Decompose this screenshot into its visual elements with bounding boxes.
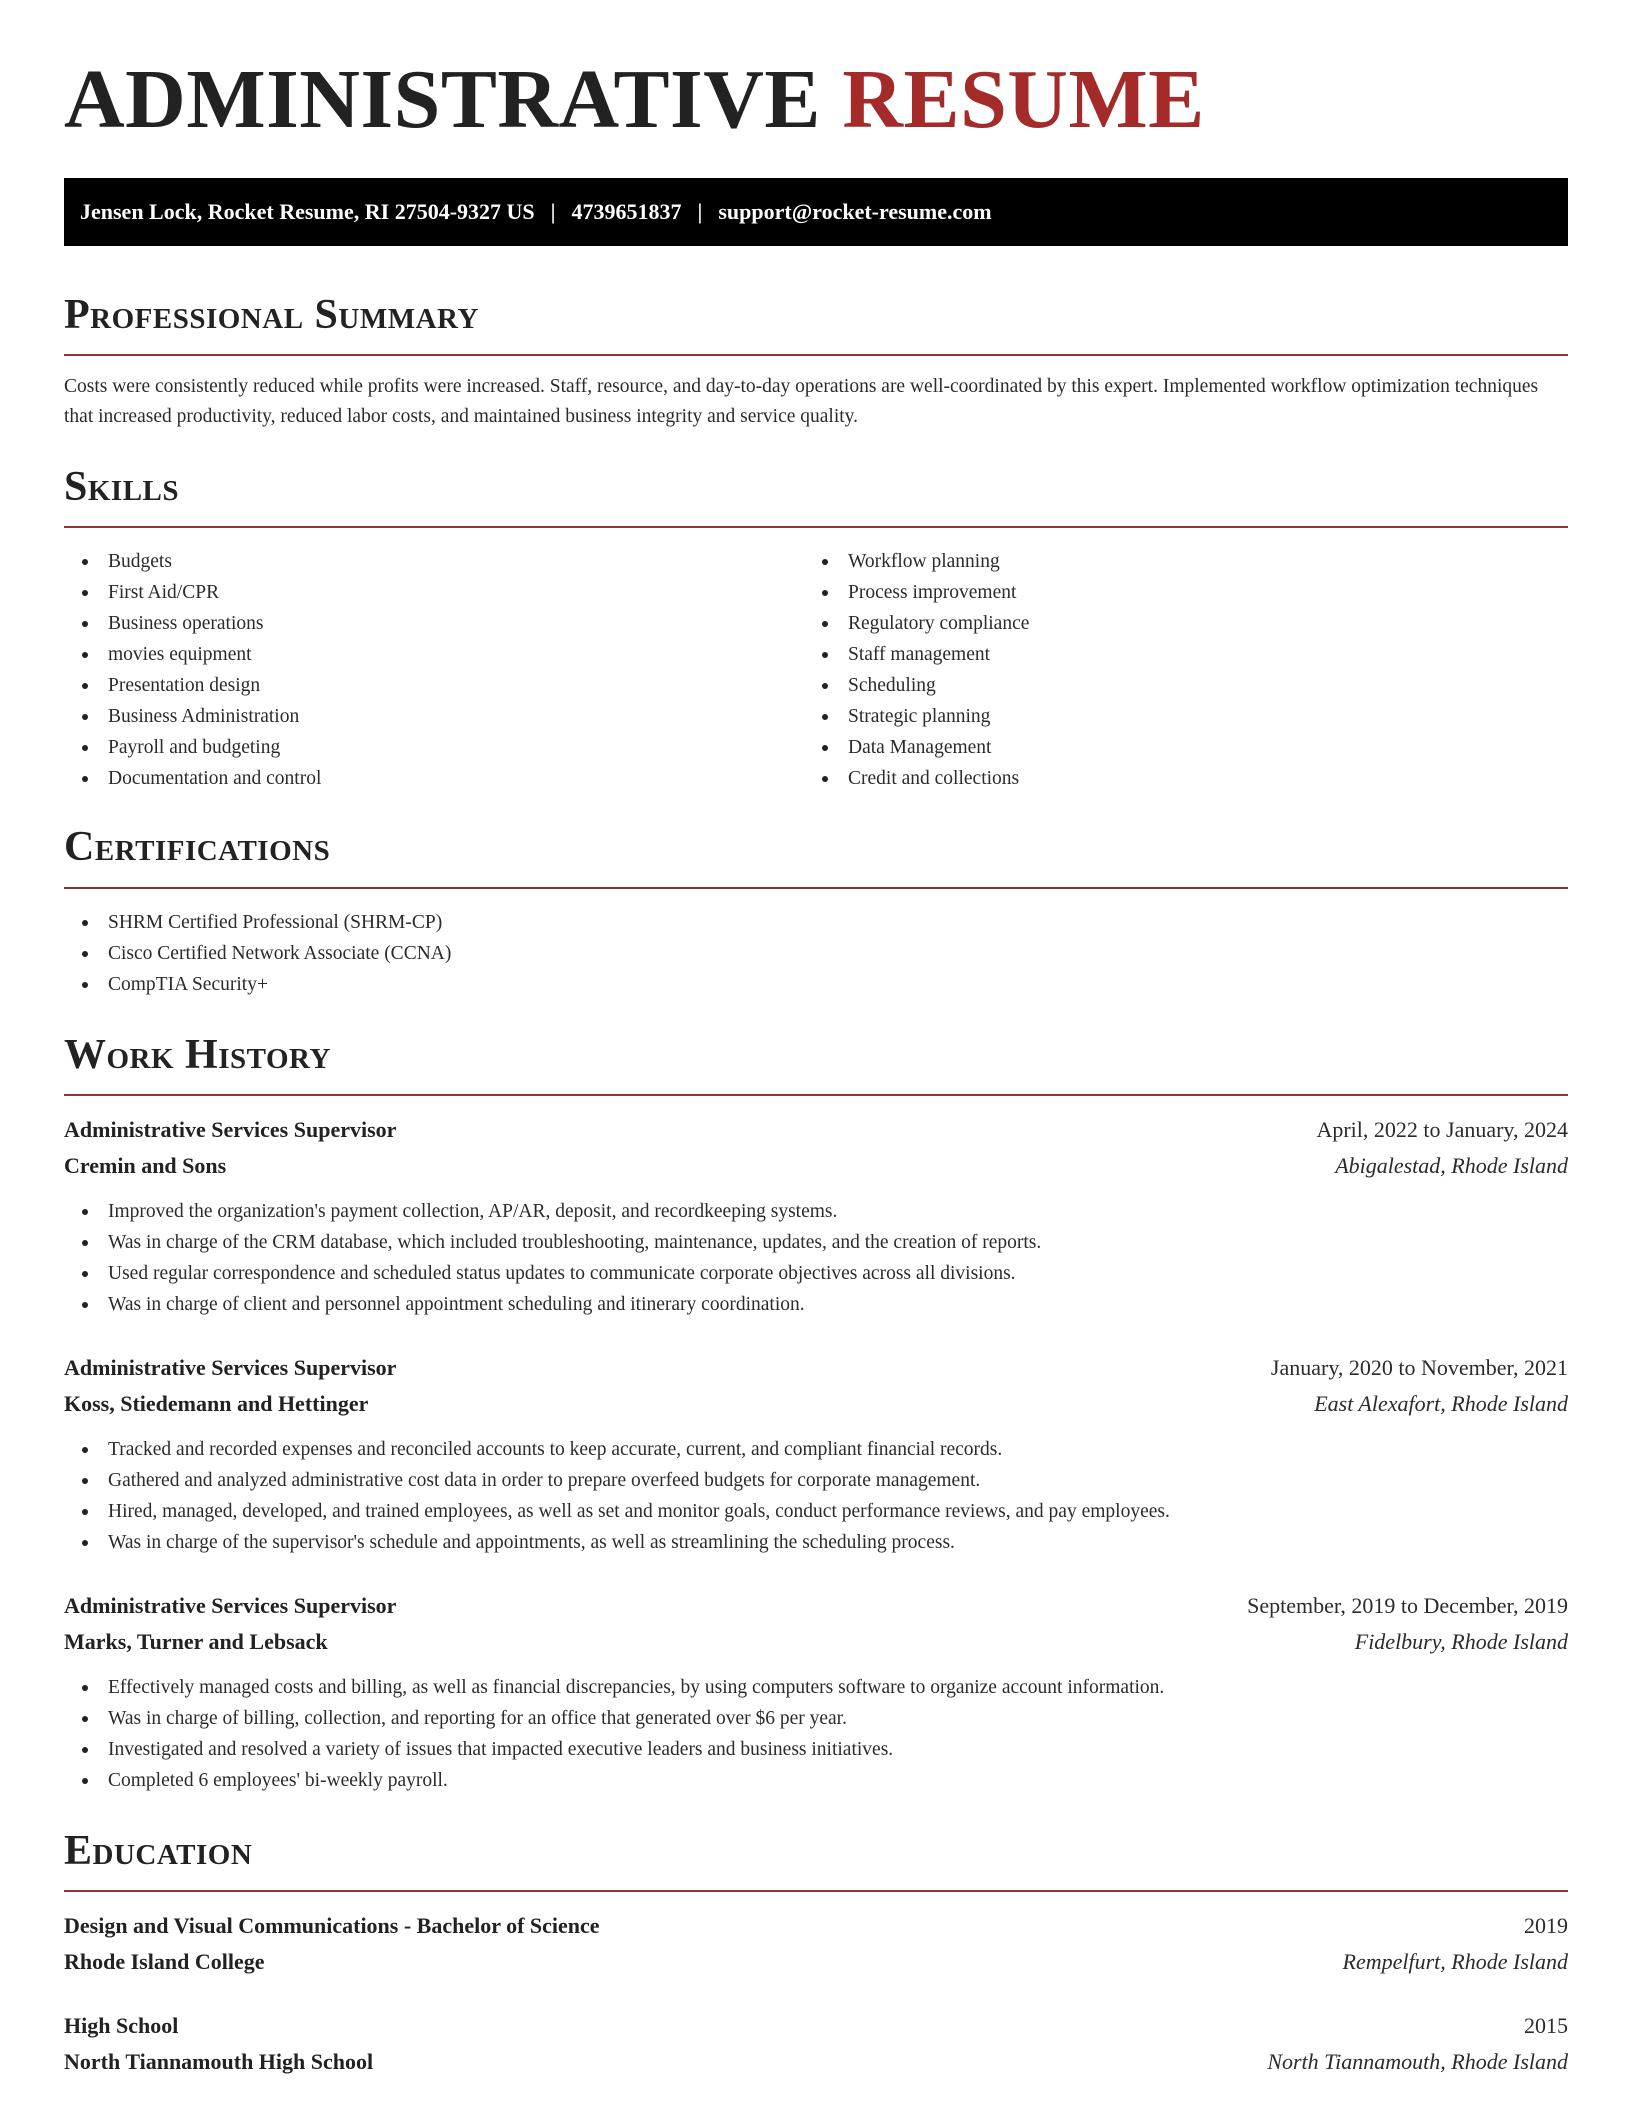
education-year: 2019 — [1524, 1912, 1568, 1938]
job-dates: January, 2020 to November, 2021 — [1270, 1354, 1568, 1380]
skill-item: Presentation design — [64, 670, 804, 701]
education-location: Rempelfurt, Rhode Island — [1342, 1948, 1568, 1974]
job-location: Fidelbury, Rhode Island — [1354, 1628, 1568, 1654]
certification-item: SHRM Certified Professional (SHRM-CP) — [64, 907, 1568, 938]
job-duty: Gathered and analyzed administrative cost data in order to prepare overfeed budgets for corporate management. — [64, 1465, 1568, 1496]
job-entry — [64, 1350, 1568, 1558]
skill-item: Scheduling — [804, 670, 1544, 701]
skills-list-right — [804, 546, 1544, 794]
section-heading-certifications: Certifications — [64, 824, 331, 871]
skill-item: Business operations — [64, 608, 804, 639]
education-school: Rhode Island College — [64, 1948, 265, 1974]
job-duty: Completed 6 employees' bi-weekly payroll. — [64, 1765, 1568, 1796]
job-title: Administrative Services Supervisor — [64, 1116, 397, 1142]
contact-address: Jensen Lock, Rocket Resume, RI 27504-9327 US — [80, 199, 535, 224]
job-duty: Used regular correspondence and scheduled status updates to communicate corporate objectives across all divisions. — [64, 1258, 1568, 1289]
job-dates: April, 2022 to January, 2024 — [1316, 1116, 1568, 1142]
education-entry — [64, 2008, 1568, 2080]
job-company: Cremin and Sons — [64, 1152, 227, 1178]
contact-separator: | — [550, 199, 556, 224]
job-duties — [64, 1196, 1568, 1320]
section-divider — [64, 354, 1568, 356]
skill-item: movies equipment — [64, 639, 804, 670]
job-duty: Was in charge of billing, collection, and reporting for an office that generated over $6 per year. — [64, 1703, 1568, 1734]
skill-item: Data Management — [804, 732, 1544, 763]
section-heading-skills: Skills — [64, 464, 180, 511]
job-header-row — [64, 1588, 1568, 1624]
skills-columns — [64, 546, 1568, 794]
job-company-row — [64, 1624, 1568, 1660]
section-divider — [64, 1890, 1568, 1892]
skill-item: Staff management — [804, 639, 1544, 670]
job-entry — [64, 1112, 1568, 1320]
certification-item: Cisco Certified Network Associate (CCNA) — [64, 938, 1568, 969]
job-duty: Tracked and recorded expenses and reconciled accounts to keep accurate, current, and compliant financial records. — [64, 1434, 1568, 1465]
skill-item: Payroll and budgeting — [64, 732, 804, 763]
section-heading-education: Education — [64, 1827, 253, 1874]
education-degree-row — [64, 2008, 1568, 2044]
job-company-row — [64, 1386, 1568, 1422]
section-divider — [64, 887, 1568, 889]
education-year: 2015 — [1524, 2012, 1568, 2038]
work-history-section — [64, 1032, 1568, 1796]
skill-item: Business Administration — [64, 701, 804, 732]
skill-item: Credit and collections — [804, 763, 1544, 794]
job-entry — [64, 1588, 1568, 1796]
skill-item: Process improvement — [804, 577, 1544, 608]
section-divider — [64, 1094, 1568, 1096]
job-duty: Was in charge of the supervisor's schedule and appointments, as well as streamlining the scheduling process. — [64, 1527, 1568, 1558]
education-section — [64, 1828, 1568, 2080]
skills-section — [64, 464, 1568, 794]
education-degree-row — [64, 1908, 1568, 1944]
section-divider — [64, 526, 1568, 528]
skill-item: Strategic planning — [804, 701, 1544, 732]
job-title: Administrative Services Supervisor — [64, 1592, 397, 1618]
resume-title — [64, 53, 1568, 146]
skill-item: Documentation and control — [64, 763, 804, 794]
skills-list-left — [64, 546, 804, 794]
summary-text: Costs were consistently reduced while profits were increased. Staff, resource, and day-to-day operations are well-coordinated by this expert. Implemented workflow optimization techniques that increased productivity, reduced labor costs, and maintained business integrity and service quality. — [64, 376, 1539, 428]
contact-phone: 4739651837 — [571, 199, 682, 224]
job-duty: Was in charge of client and personnel appointment scheduling and itinerary coordination. — [64, 1289, 1568, 1320]
section-heading-work-history: Work History — [64, 1031, 331, 1078]
summary-section — [64, 292, 1568, 432]
education-school: North Tiannamouth High School — [64, 2048, 374, 2074]
education-location: North Tiannamouth, Rhode Island — [1267, 2048, 1568, 2074]
job-duty: Investigated and resolved a variety of issues that impacted executive leaders and business initiatives. — [64, 1734, 1568, 1765]
job-duty: Improved the organization's payment collection, AP/AR, deposit, and recordkeeping systems. — [64, 1196, 1568, 1227]
job-header-row — [64, 1112, 1568, 1148]
job-location: Abigalestad, Rhode Island — [1335, 1152, 1568, 1178]
job-dates: September, 2019 to December, 2019 — [1247, 1592, 1568, 1618]
job-duties — [64, 1672, 1568, 1796]
title-primary: ADMINISTRATIVE — [64, 53, 821, 146]
skill-item: Regulatory compliance — [804, 608, 1544, 639]
section-heading-summary: Professional Summary — [64, 292, 479, 338]
skill-item: Budgets — [64, 546, 804, 577]
contact-email: support@rocket-resume.com — [718, 199, 992, 224]
resume-page — [64, 0, 1568, 2080]
certifications-list — [64, 907, 1568, 1000]
education-entry — [64, 1908, 1568, 1980]
job-duty: Effectively managed costs and billing, as well as financial discrepancies, by using computers software to organize account information. — [64, 1672, 1568, 1703]
education-degree: High School — [64, 2012, 179, 2038]
job-company: Marks, Turner and Lebsack — [64, 1628, 328, 1654]
contact-separator: | — [697, 199, 703, 224]
job-duties — [64, 1434, 1568, 1558]
education-degree: Design and Visual Communications - Bachelor of Science — [64, 1912, 600, 1938]
title-accent: RESUME — [842, 53, 1205, 146]
skill-item: Workflow planning — [804, 546, 1544, 577]
job-company: Koss, Stiedemann and Hettinger — [64, 1390, 369, 1416]
certification-item: CompTIA Security+ — [64, 969, 1568, 1000]
job-header-row — [64, 1350, 1568, 1386]
education-school-row — [64, 2044, 1568, 2080]
certifications-section — [64, 824, 1568, 999]
skill-item: First Aid/CPR — [64, 577, 804, 608]
contact-bar — [64, 178, 1568, 246]
job-duty: Was in charge of the CRM database, which included troubleshooting, maintenance, updates, and the creation of reports. — [64, 1227, 1568, 1258]
job-company-row — [64, 1148, 1568, 1184]
job-location: East Alexafort, Rhode Island — [1314, 1390, 1568, 1416]
job-duty: Hired, managed, developed, and trained employees, as well as set and monitor goals, conduct performance reviews, and pay employees. — [64, 1496, 1568, 1527]
education-school-row — [64, 1944, 1568, 1980]
job-title: Administrative Services Supervisor — [64, 1354, 397, 1380]
